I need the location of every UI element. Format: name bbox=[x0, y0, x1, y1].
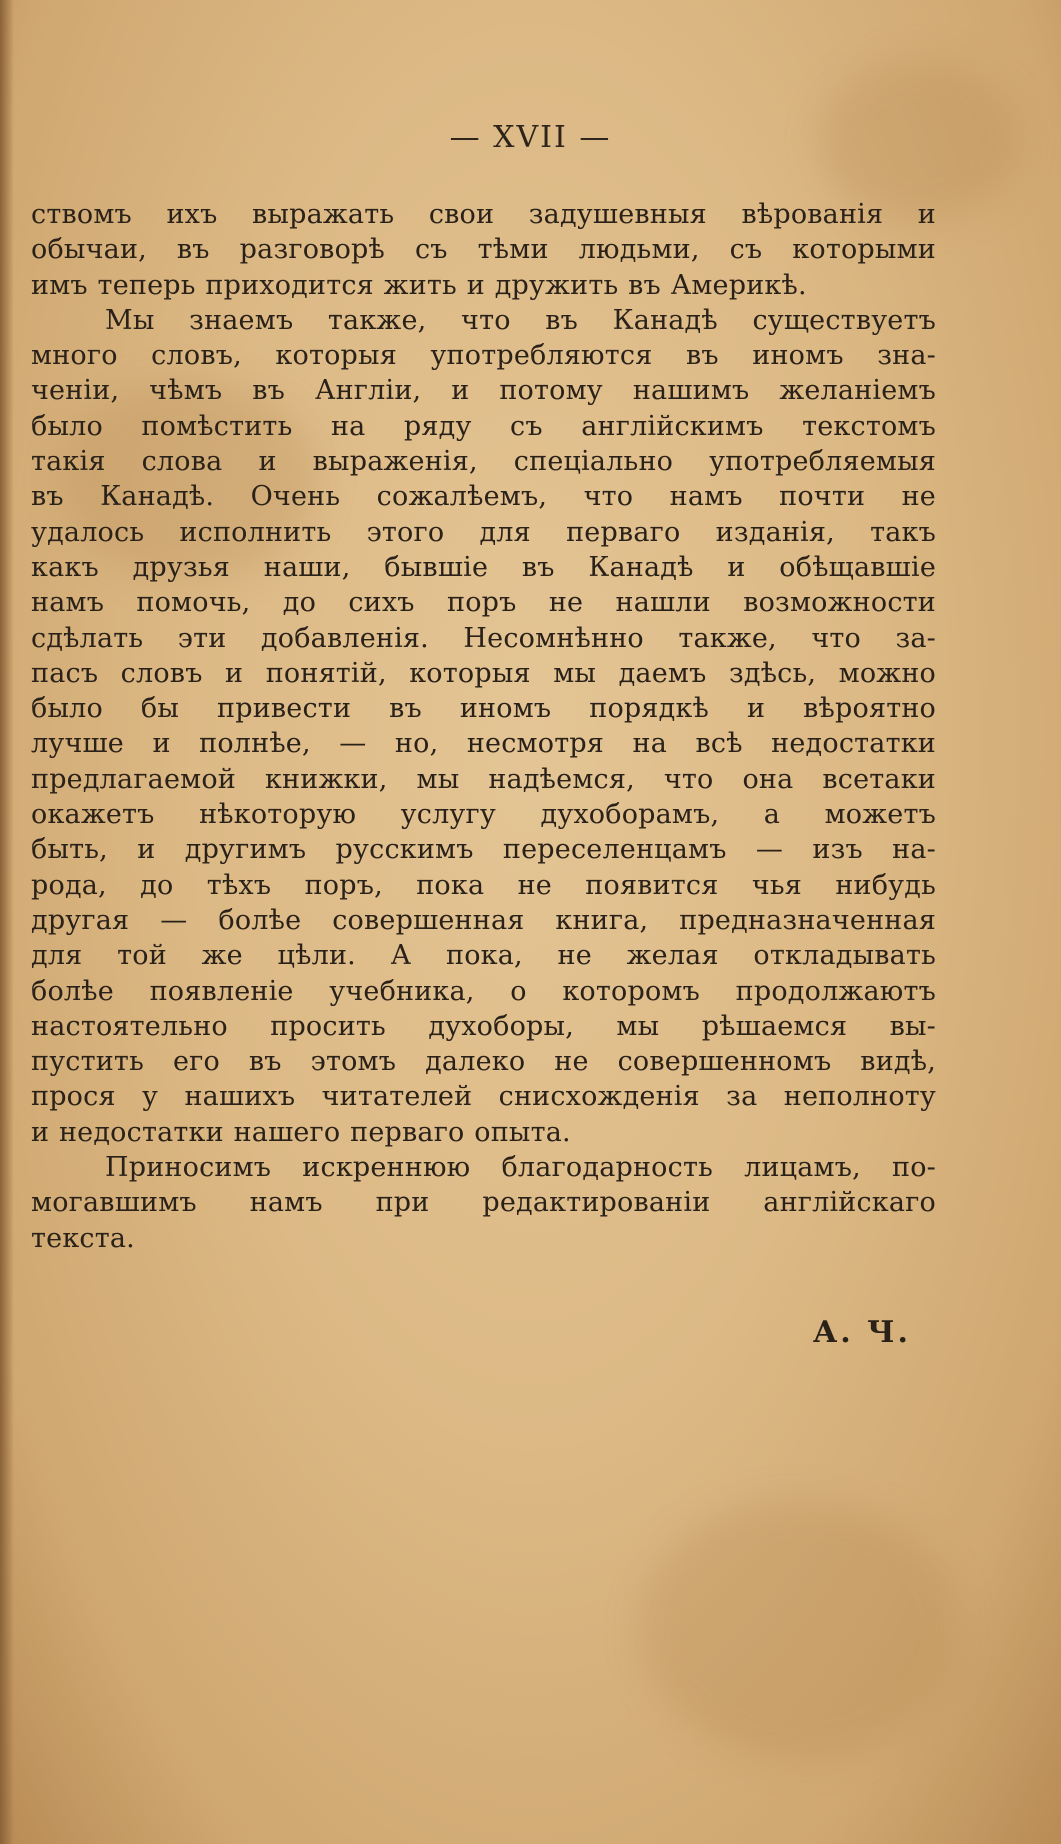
text-line: было помѣстить на ряду съ англійскимъ текстомъ bbox=[31, 410, 936, 442]
text-line: Приносимъ искреннюю благодарность лицамъ, по- bbox=[105, 1152, 936, 1184]
body-text bbox=[31, 197, 936, 1256]
text-line: рода, до тѣхъ поръ, пока не появится чья нибудь bbox=[31, 869, 936, 901]
text-line: прося у нашихъ читателей снисхожденія за неполноту bbox=[31, 1081, 936, 1113]
text-line: для той же цѣли. А пока, не желая откладывать bbox=[31, 940, 936, 972]
text-line: лучше и полнѣе, — но, несмотря на всѣ недостатки bbox=[31, 728, 936, 760]
text-line: удалось исполнить этого для перваго изданія, такъ bbox=[31, 516, 936, 548]
text-line: пустить его въ этомъ далеко не совершенномъ видѣ, bbox=[31, 1046, 936, 1078]
text-line: Мы знаемъ также, что въ Канадѣ существуетъ bbox=[105, 304, 936, 336]
text-line: какъ друзья наши, бывшіе въ Канадѣ и обѣщавшіе bbox=[31, 551, 936, 583]
text-line: другая — болѣе совершенная книга, предназначенная bbox=[31, 904, 936, 936]
text-line: имъ теперь приходится жить и дружить въ Америкѣ. bbox=[31, 269, 807, 301]
text-line: быть, и другимъ русскимъ переселенцамъ — изъ на- bbox=[31, 834, 936, 866]
text-line: ствомъ ихъ выражать свои задушевныя вѣрованія и bbox=[31, 199, 936, 230]
text-line: ченіи, чѣмъ въ Англіи, и потому нашимъ желаніемъ bbox=[31, 375, 936, 407]
paper-stain bbox=[640, 1500, 960, 1760]
text-line: настоятельно просить духоборы, мы рѣшаемся вы- bbox=[31, 1010, 936, 1042]
page-edge-shadow bbox=[0, 0, 14, 1844]
text-line: и недостатки нашего перваго опыта. bbox=[31, 1116, 571, 1148]
text-line: въ Канадѣ. Очень сожалѣемъ, что намъ почти не bbox=[31, 481, 936, 513]
text-line: пасъ словъ и понятій, которыя мы даемъ здѣсь, можно bbox=[31, 657, 936, 689]
page-number: — XVII — bbox=[449, 120, 612, 155]
text-line: окажетъ нѣкоторую услугу духоборамъ, а можетъ bbox=[31, 799, 936, 831]
text-line: могавшимъ намъ при редактированіи англійскаго bbox=[31, 1187, 936, 1219]
text-line: обычаи, въ разговорѣ съ тѣми людьми, съ которыми bbox=[31, 234, 936, 266]
text-line: болѣе появленіе учебника, о которомъ продолжаютъ bbox=[31, 975, 936, 1007]
text-line: текста. bbox=[31, 1222, 135, 1254]
text-line: много словъ, которыя употребляются въ иномъ зна- bbox=[31, 340, 936, 372]
text-line: такія слова и выраженія, спеціально употребляемыя bbox=[31, 446, 936, 478]
text-line: предлагаемой книжки, мы надѣемся, что она всетаки bbox=[31, 763, 936, 795]
text-line: сдѣлать эти добавленія. Несомнѣнно также, что за- bbox=[31, 622, 936, 654]
author-initials: А. Ч. bbox=[812, 1315, 911, 1350]
text-line: намъ помочь, до сихъ поръ не нашли возможности bbox=[31, 587, 936, 619]
text-line: было бы привести въ иномъ порядкѣ и вѣроятно bbox=[31, 693, 936, 725]
